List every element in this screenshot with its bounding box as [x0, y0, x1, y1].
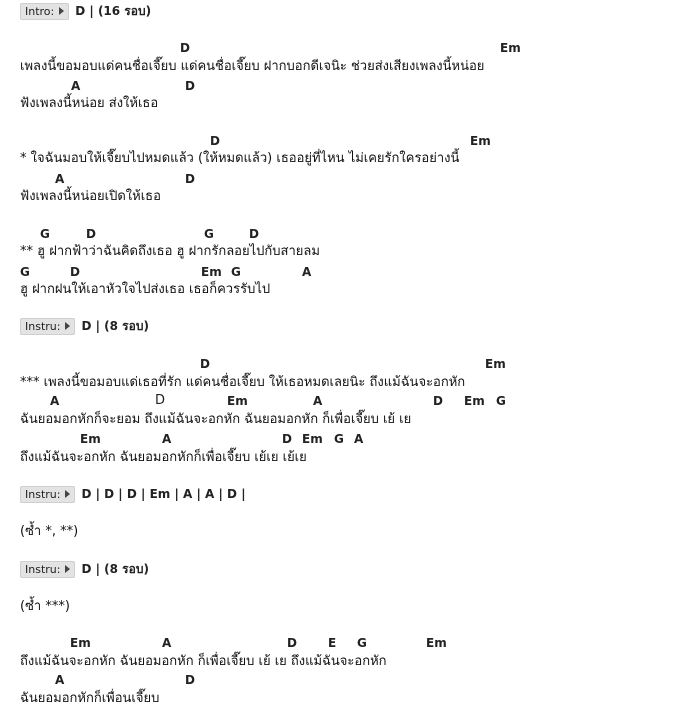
- intro-sequence: D | (16 รอบ): [75, 3, 152, 18]
- lyric-line: ฉันยอมอกหักก็จะยอม ถึงแม้ฉันจะอกหัก ฉันยอมอกหัก ก็เพื่อเจี๊ยบ เย้ เย: [20, 412, 412, 427]
- chord: Em: [470, 134, 491, 148]
- lyric-line: *** เพลงนี้ขอมอบแด่เธอที่รัก แด่คนชื่อเจี๊ยบ ให้เธอหมดเลยนิะ ถึงแม้ฉันจะอกหัก: [20, 375, 466, 390]
- chord: G: [204, 227, 214, 241]
- chord: Em: [464, 394, 485, 408]
- chord: D: [155, 393, 166, 408]
- chord: D: [180, 41, 190, 55]
- chord: D: [86, 227, 96, 241]
- lyric-line: ฉันยอมอกหักก็เพื่อนเจี๊ยบ: [20, 691, 160, 706]
- chord: G: [20, 265, 30, 279]
- chord: A: [55, 673, 65, 687]
- chord: D: [282, 432, 292, 446]
- chord: D: [185, 673, 195, 687]
- chord: Em: [485, 357, 506, 371]
- chord: D: [210, 134, 220, 148]
- chord: A: [354, 432, 364, 446]
- instru-toggle-button[interactable]: [20, 486, 75, 503]
- chord: G: [40, 227, 50, 241]
- chord: Em: [302, 432, 323, 446]
- chord: D: [185, 172, 195, 186]
- play-triangle-icon: [65, 322, 70, 330]
- chord: D: [185, 79, 195, 93]
- lyric-line: เพลงนี้ขอมอบแด่คนชื่อเจี๊ยบ แด่คนชื่อเจี๊ยบ ฝากบอกดีเจนิะ ช่วยส่งเสียงเพลงนี้หน่อย: [20, 59, 485, 74]
- chord: Em: [80, 432, 101, 446]
- intro-section: [20, 3, 151, 19]
- instru-label: Instru:: [25, 319, 61, 333]
- chord: A: [313, 394, 323, 408]
- lyric-line: ฟังเพลงนี้หน่อย ส่งให้เธอ: [20, 96, 159, 111]
- chord: G: [334, 432, 344, 446]
- chord: A: [71, 79, 81, 93]
- lyric-line: ฮู ฝากฝนให้เอาหัวใจไปส่งเธอ เธอก็ควรรับไป: [20, 282, 271, 297]
- instru-sequence: D | (8 รอบ): [81, 318, 149, 333]
- instru-sequence: D | D | D | Em | A | A | D |: [81, 487, 246, 501]
- chord: A: [162, 432, 172, 446]
- intro-label: Intro:: [25, 4, 55, 18]
- lyric-line: ถึงแม้ฉันจะอกหัก ฉันยอมอกหักก็เพื่อเจี๊ยบ เย้เย เย้เย: [20, 450, 307, 465]
- chord: Em: [426, 636, 447, 650]
- instru-toggle-button[interactable]: [20, 561, 75, 578]
- chord: G: [496, 394, 506, 408]
- lyric-line: ฟังเพลงนี้หน่อยเปิดให้เธอ: [20, 189, 161, 204]
- chord: G: [357, 636, 367, 650]
- chord: D: [287, 636, 297, 650]
- instru-section: [20, 561, 149, 577]
- play-triangle-icon: [65, 490, 70, 498]
- chord: A: [302, 265, 312, 279]
- instru-label: Instru:: [25, 487, 61, 501]
- play-triangle-icon: [65, 565, 70, 573]
- chord: G: [231, 265, 241, 279]
- repeat-note: (ซ้ำ ***): [20, 599, 70, 614]
- chord: A: [162, 636, 172, 650]
- chord: Em: [201, 265, 222, 279]
- instru-section: [20, 318, 149, 334]
- repeat-note: (ซ้ำ *, **): [20, 524, 79, 539]
- chord: A: [55, 172, 65, 186]
- lyric-line: * ใจฉันมอบให้เจี๊ยบไปหมดแล้ว (ให้หมดแล้ว) เธออยู่ที่ไหน ไม่เคยรักใครอย่างนี้: [20, 151, 460, 166]
- chord: Em: [70, 636, 91, 650]
- chord: Em: [227, 394, 248, 408]
- chord: A: [50, 394, 60, 408]
- chord: Em: [500, 41, 521, 55]
- chord: D: [200, 357, 210, 371]
- instru-section: [20, 486, 246, 502]
- instru-sequence: D | (8 รอบ): [81, 561, 149, 576]
- intro-toggle-button[interactable]: [20, 3, 69, 20]
- instru-label: Instru:: [25, 562, 61, 576]
- chord: E: [328, 636, 337, 650]
- chord: D: [249, 227, 259, 241]
- chord: D: [70, 265, 80, 279]
- lyric-line: ** ฮู ฝากฟ้าว่าฉันคิดถึงเธอ ฮู ฝากรักลอยไปกับสายลม: [20, 244, 320, 259]
- instru-toggle-button[interactable]: [20, 318, 75, 335]
- chord: D: [433, 394, 443, 408]
- lyric-line: ถึงแม้ฉันจะอกหัก ฉันยอมอกหัก ก็เพื่อเจี๊ยบ เย้ เย ถึงแม้ฉันจะอกหัก: [20, 654, 387, 669]
- play-triangle-icon: [59, 7, 64, 15]
